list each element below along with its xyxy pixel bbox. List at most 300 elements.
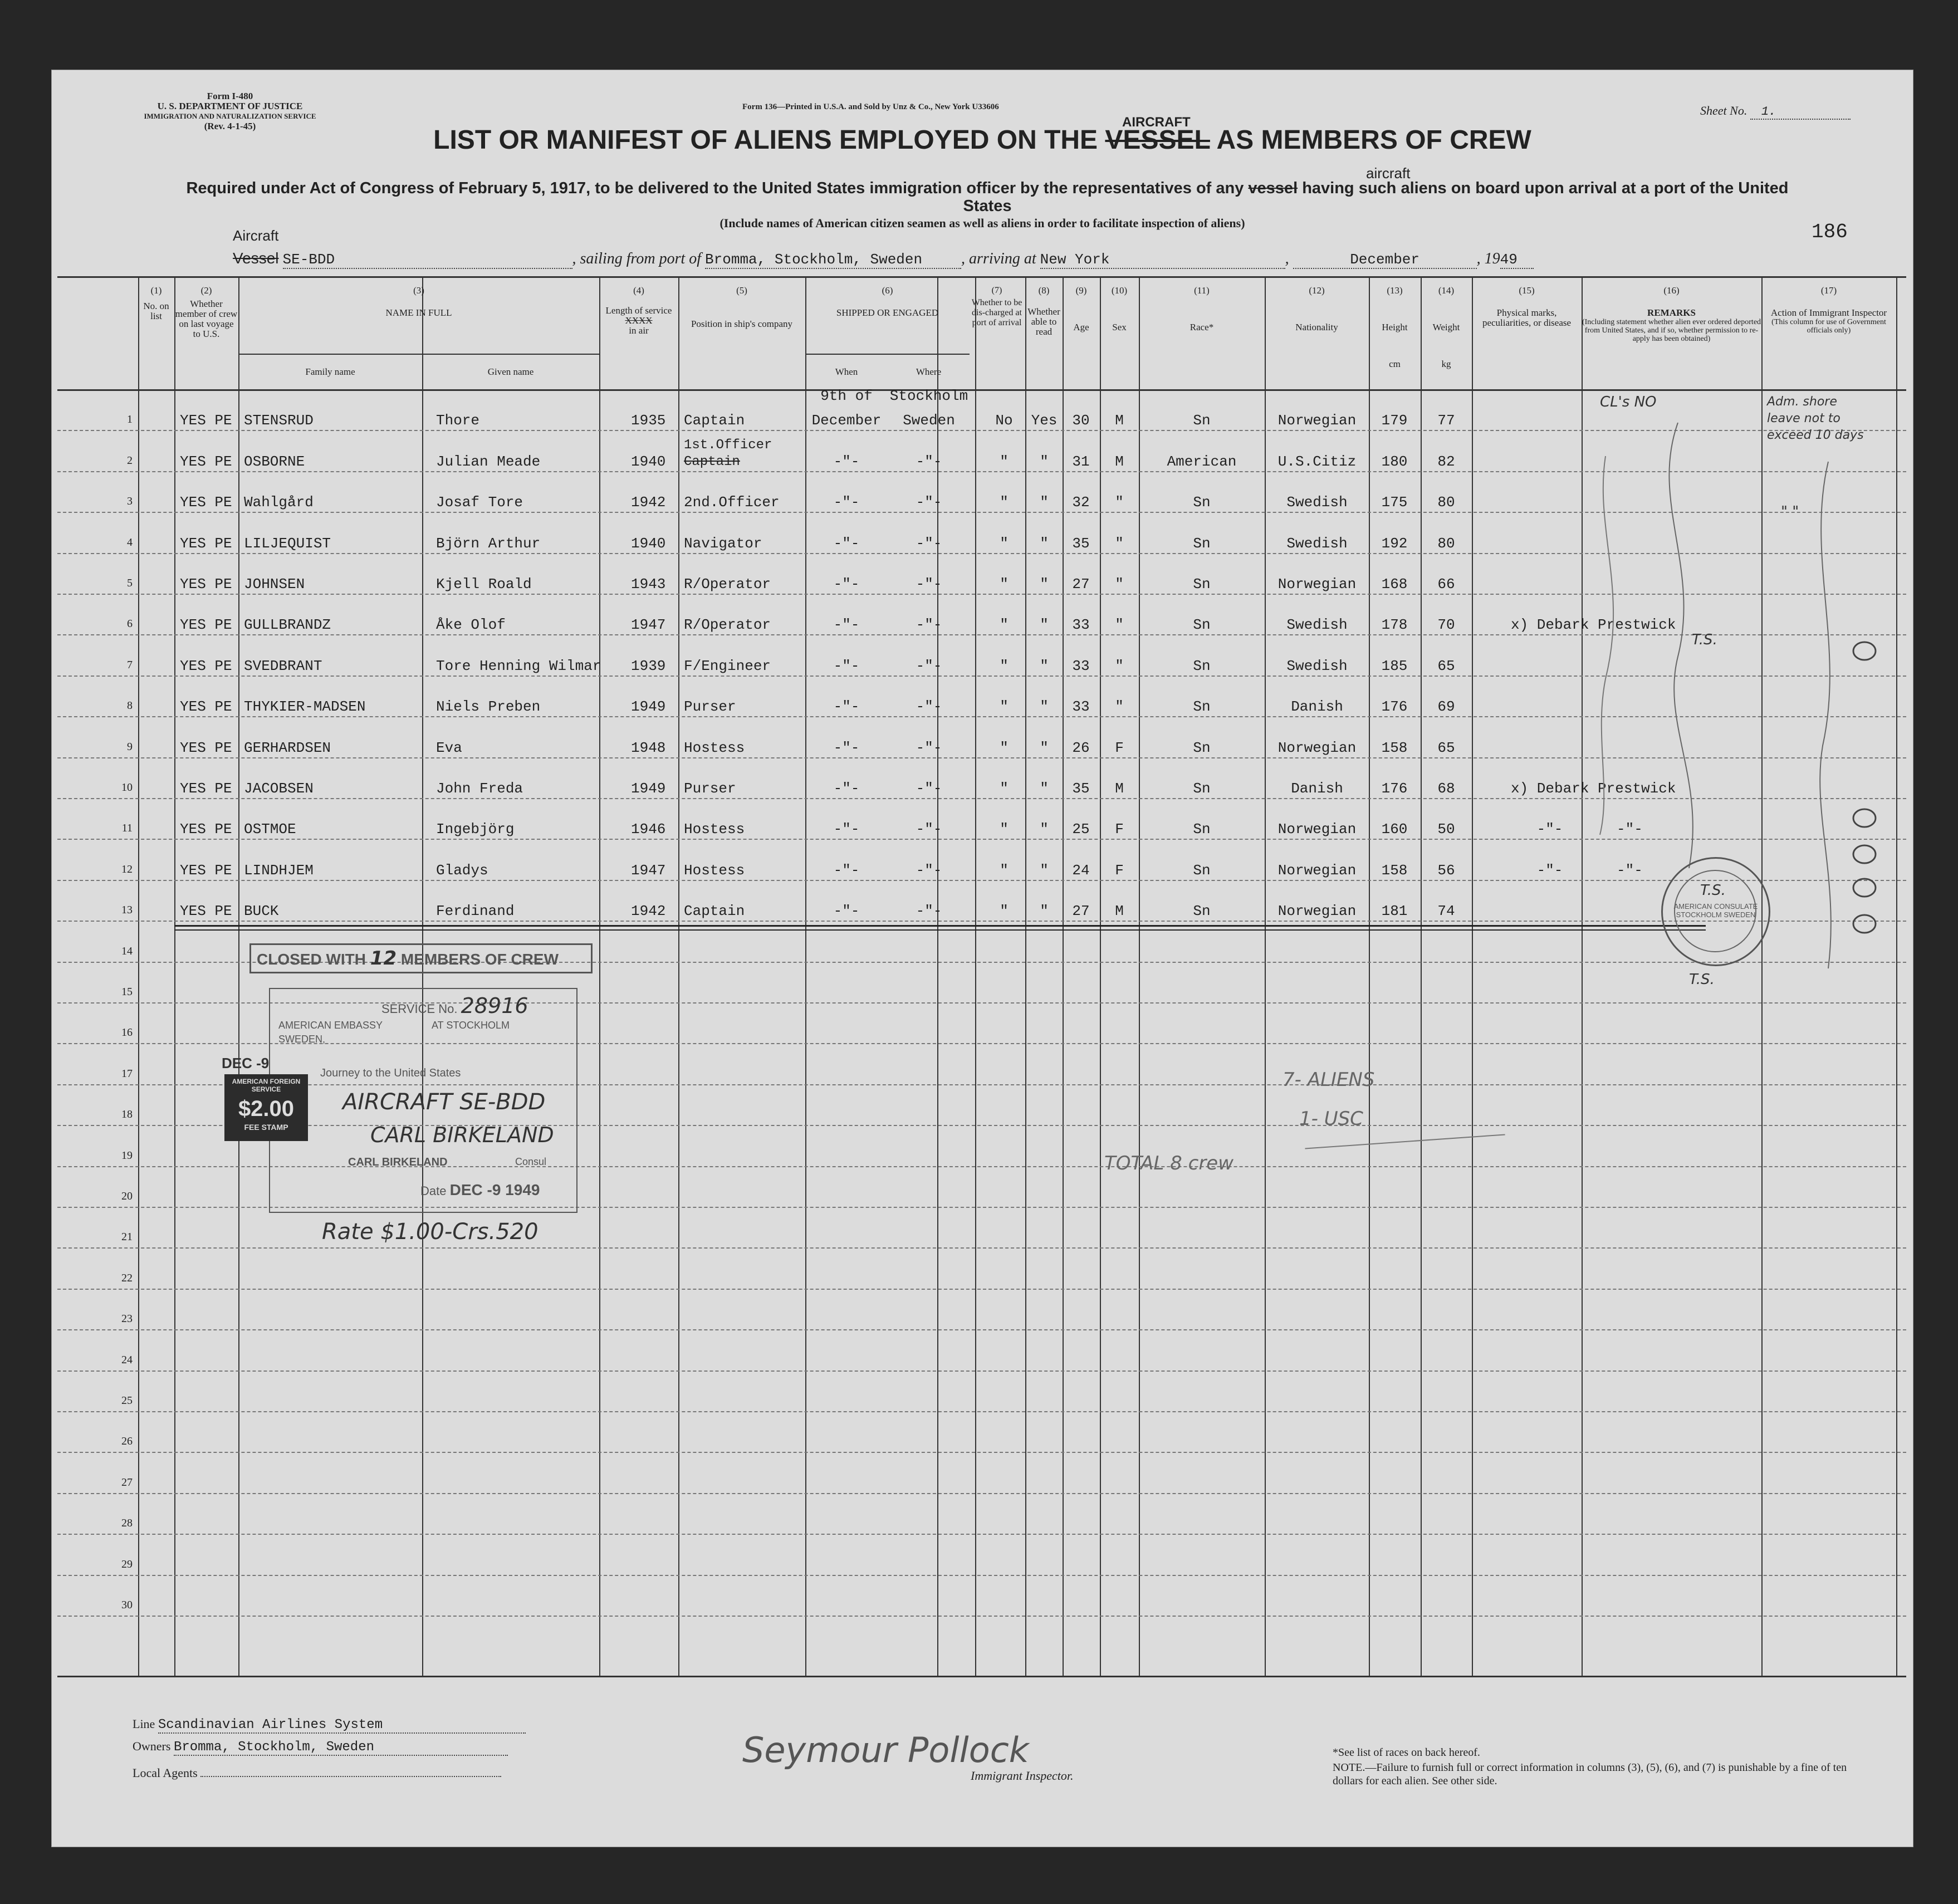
row-number: 3 — [127, 495, 133, 508]
handwritten-tally: 7- ALIENS — [1283, 1069, 1375, 1091]
cell-nationality: Swedish — [1286, 535, 1348, 552]
cell-read: " — [1040, 780, 1049, 797]
cell-height: 181 — [1381, 903, 1408, 920]
cell-where: -"- — [916, 616, 942, 634]
row-number: 20 — [121, 1190, 133, 1202]
cell-sex: F — [1115, 862, 1124, 879]
cell-discharged: " — [1000, 576, 1009, 593]
handwritten-tally: 1- USC — [1299, 1108, 1363, 1130]
cell-age: 26 — [1072, 739, 1090, 756]
cell-service: 1942 — [631, 903, 666, 920]
cell-given: John Freda — [436, 780, 523, 797]
cell-weight: 56 — [1437, 862, 1455, 879]
row-number: 23 — [121, 1313, 133, 1325]
row-number: 18 — [121, 1108, 133, 1121]
cell-discharged: No — [995, 412, 1013, 429]
cell-crew: YES PE — [180, 453, 232, 470]
row-rule — [57, 1329, 1906, 1330]
cell-weight: 80 — [1437, 535, 1455, 552]
subtitle-overwrite: aircraft — [1366, 165, 1411, 182]
consul-signature: CARL BIRKELAND — [370, 1123, 554, 1147]
cell-given: Björn Arthur — [436, 535, 541, 552]
cell-crew: YES PE — [180, 821, 232, 838]
cell-when: -"- — [833, 535, 860, 552]
col-sex-header: (10) Sex — [1111, 285, 1128, 332]
sheet-stamp-number: 186 — [1812, 221, 1848, 243]
col-position-header: (5) Position in ship's company — [691, 285, 793, 329]
cell-where: -"- — [916, 535, 942, 552]
cell-weight: 66 — [1437, 576, 1455, 593]
cell-height: 176 — [1381, 780, 1408, 797]
cell-family: BUCK — [244, 903, 279, 920]
cell-where-top: Stockholm — [889, 388, 968, 405]
cell-read: " — [1040, 862, 1049, 879]
cell-age: 24 — [1072, 862, 1090, 879]
cell-age: 30 — [1072, 412, 1090, 429]
cell-race: Sn — [1193, 657, 1211, 674]
cell-weight: 68 — [1437, 780, 1455, 797]
row-rule — [57, 1411, 1906, 1412]
cell-height: 168 — [1381, 576, 1408, 593]
cell-given: Josaf Tore — [436, 494, 523, 511]
sheet-number: Sheet No. 1. — [1700, 104, 1851, 120]
fee-rate: Rate $1.00-Crs.520 — [322, 1219, 539, 1245]
cell-crew: YES PE — [180, 698, 232, 716]
consular-service-stamp: SERVICE No. 28916 AMERICAN EMBASSY AT STOCKHOLM SWEDEN, Journey to the United States AIRCRAFT SE-BDD CARL BIRKELAND CARL BIRKELAND Consul Date DEC -9 1949 — [269, 988, 577, 1213]
row-number: 29 — [121, 1558, 133, 1570]
cell-read: " — [1040, 453, 1049, 470]
cell-read: " — [1040, 903, 1049, 920]
cell-where: -"- — [916, 739, 942, 756]
cell-race: American — [1167, 453, 1237, 470]
handwritten-ditto: " " — [1781, 503, 1799, 520]
consulate-seal: AMERICAN CONSULATE STOCKHOLM SWEDEN — [1661, 857, 1770, 966]
tally-underline — [1305, 1134, 1505, 1149]
cell-service: 1943 — [631, 576, 666, 593]
cell-age: 31 — [1072, 453, 1090, 470]
cell-when: -"- — [833, 739, 860, 756]
cell-where: Sweden — [903, 412, 955, 429]
row-number: 12 — [121, 863, 133, 875]
cell-sex: F — [1115, 739, 1124, 756]
handwritten-ts: T.S. — [1700, 882, 1726, 899]
cell-discharged: " — [1000, 616, 1009, 634]
col-name-header: (3) NAME IN FULL — [385, 285, 452, 318]
col-no-header: (1) No. on list — [143, 285, 169, 321]
check-mark — [1853, 879, 1876, 897]
cell-family: OSTMOE — [244, 821, 296, 838]
cell-given: Julian Meade — [436, 453, 541, 470]
aircraft-handwritten: AIRCRAFT SE-BDD — [342, 1089, 546, 1115]
cell-service: 1947 — [631, 616, 666, 634]
cell-weight: 70 — [1437, 616, 1455, 634]
cell-discharged: " — [1000, 698, 1009, 716]
cell-family: THYKIER-MADSEN — [244, 698, 366, 716]
cell-family: STENSRUD — [244, 412, 314, 429]
row-number: 6 — [127, 618, 133, 630]
aircraft-label: Aircraft — [233, 227, 279, 244]
row-number: 15 — [121, 986, 133, 998]
cell-race: Sn — [1193, 780, 1211, 797]
cell-service: 1939 — [631, 657, 666, 674]
cell-given: Ferdinand — [436, 903, 515, 920]
cell-given: Tore Henning Wilmar — [436, 657, 601, 674]
crew-table — [57, 276, 1906, 1677]
row-number: 8 — [127, 699, 133, 712]
handwritten-inspector-note: exceed 10 days — [1767, 428, 1864, 442]
cell-read: " — [1040, 739, 1049, 756]
row-rule — [57, 1247, 1906, 1249]
cell-age: 33 — [1072, 616, 1090, 634]
cell-crew: YES PE — [180, 780, 232, 797]
agents-field: Local Agents — [133, 1766, 501, 1780]
pencil-line — [1820, 462, 1831, 968]
cell-age: 35 — [1072, 780, 1090, 797]
cell-when: -"- — [833, 657, 860, 674]
cell-given: Eva — [436, 739, 462, 756]
cell-crew: YES PE — [180, 862, 232, 879]
closed-stamp: CLOSED WITH 12 MEMBERS OF CREW — [249, 943, 593, 973]
cell-height: 178 — [1381, 616, 1408, 634]
cell-position: Navigator — [684, 535, 762, 552]
cell-read: " — [1040, 535, 1049, 552]
col-physical-header: (15) Physical marks, peculiarities, or disease — [1482, 285, 1572, 328]
row-number: 26 — [121, 1435, 133, 1448]
cell-read: Yes — [1031, 412, 1058, 429]
cell-weight: 74 — [1437, 903, 1455, 920]
include-note: (Include names of American citizen seamen as well as aliens in order to facilitate inspection of aliens) — [719, 216, 1245, 230]
cell-nationality: Norwegian — [1277, 903, 1357, 920]
cell-position: R/Operator — [684, 576, 771, 593]
cell-age: 32 — [1072, 494, 1090, 511]
cell-service: 1949 — [631, 780, 666, 797]
cell-family: JACOBSEN — [244, 780, 314, 797]
row-rule — [57, 1493, 1906, 1494]
cell-family: GULLBRANDZ — [244, 616, 331, 634]
cell-discharged: " — [1000, 657, 1009, 674]
cell-race: Sn — [1193, 862, 1211, 879]
row-number: 4 — [127, 536, 133, 549]
cell-discharged: " — [1000, 535, 1009, 552]
cell-sex: " — [1115, 657, 1124, 674]
struck-row-line — [174, 925, 1706, 927]
page-subtitle: Required under Act of Congress of February 5, 1917, to be delivered to the United States immigration officer by the representatives of any vessel having such aliens on board upon arrival at a port of the United States — [186, 179, 1789, 215]
cell-weight: 80 — [1437, 494, 1455, 511]
col-inspector-header: (17) Action of Immigrant Inspector (This column for use of Government officials only) — [1770, 285, 1887, 335]
cell-service: 1940 — [631, 453, 666, 470]
cell-weight: 82 — [1437, 453, 1455, 470]
col-given-header: Given name — [487, 366, 534, 377]
cell-family: JOHNSEN — [244, 576, 305, 593]
cell-race: Sn — [1193, 535, 1211, 552]
check-mark — [1853, 809, 1876, 827]
cell-weight: 69 — [1437, 698, 1455, 716]
cell-crew: YES PE — [180, 739, 232, 756]
handwritten-ts: T.S. — [1692, 632, 1717, 648]
cell-age: 25 — [1072, 821, 1090, 838]
cell-race: Sn — [1193, 576, 1211, 593]
cell-sex: " — [1115, 535, 1124, 552]
cell-family: OSBORNE — [244, 453, 305, 470]
cell-sex: " — [1115, 698, 1124, 716]
races-note: *See list of races on back hereof. — [1333, 1746, 1480, 1759]
cell-position: Captain — [684, 903, 745, 920]
cell-when-top: 9th of — [820, 388, 873, 405]
cell-when: -"- — [833, 576, 860, 593]
row-rule — [57, 1371, 1906, 1372]
row-number: 13 — [121, 904, 133, 917]
cell-nationality: Norwegian — [1277, 739, 1357, 756]
cell-when: -"- — [833, 494, 860, 511]
col-where-header: Where — [916, 366, 942, 377]
cell-sex: M — [1115, 453, 1124, 470]
row-number: 19 — [121, 1149, 133, 1162]
cell-remarks: -"- — [1617, 862, 1643, 879]
row-rule — [57, 1452, 1906, 1453]
col-service-header: (4) Length of service XXXX in air — [605, 285, 672, 336]
cell-discharged: " — [1000, 821, 1009, 838]
cell-height: 175 — [1381, 494, 1408, 511]
cell-sex: " — [1115, 616, 1124, 634]
cell-when: -"- — [833, 862, 860, 879]
cell-sex: M — [1115, 412, 1124, 429]
cell-height: 158 — [1381, 862, 1408, 879]
cell-height: 160 — [1381, 821, 1408, 838]
cell-sex: F — [1115, 821, 1124, 838]
cell-age: 35 — [1072, 535, 1090, 552]
cell-sex: M — [1115, 903, 1124, 920]
row-number: 22 — [121, 1271, 133, 1284]
cell-nationality: Norwegian — [1277, 576, 1357, 593]
cell-service: 1940 — [631, 535, 666, 552]
cell-family: LINDHJEM — [244, 862, 314, 879]
cell-where: -"- — [916, 698, 942, 716]
cell-read: " — [1040, 821, 1049, 838]
cell-position: R/Operator — [684, 616, 771, 634]
cell-nationality: U.S.Citiz — [1277, 453, 1357, 470]
cell-given: Gladys — [436, 862, 488, 879]
cell-when: -"- — [833, 903, 860, 920]
cell-when: -"- — [833, 453, 860, 470]
cell-service: 1949 — [631, 698, 666, 716]
col-when-header: When — [835, 366, 858, 377]
cell-when: -"- — [833, 780, 860, 797]
cell-weight: 65 — [1437, 739, 1455, 756]
cell-sex: M — [1115, 780, 1124, 797]
line-field: Line Scandinavian Airlines System — [133, 1717, 526, 1734]
cell-family: GERHARDSEN — [244, 739, 331, 756]
cell-weight: 77 — [1437, 412, 1455, 429]
cell-when: -"- — [833, 821, 860, 838]
cell-family: SVEDBRANT — [244, 657, 322, 674]
cell-discharged: " — [1000, 862, 1009, 879]
cell-discharged: " — [1000, 494, 1009, 511]
cell-race: Sn — [1193, 821, 1211, 838]
row-number: 10 — [121, 781, 133, 794]
cell-height: 185 — [1381, 657, 1408, 674]
col-discharged-header: (7) Whether to be dis-charged at port of arrival — [971, 286, 1022, 327]
cell-height: 192 — [1381, 535, 1408, 552]
row-number: 11 — [121, 822, 133, 835]
row-number: 1 — [127, 413, 133, 426]
row-number: 25 — [121, 1394, 133, 1407]
row-rule — [57, 1575, 1906, 1576]
row-number: 14 — [121, 944, 133, 957]
cell-given: Åke Olof — [436, 616, 506, 634]
row-number: 16 — [121, 1026, 133, 1039]
col-nationality-header: (12) Nationality — [1295, 285, 1338, 332]
cell-crew: YES PE — [180, 412, 232, 429]
col-remarks-header: (16) REMARKS (Including statement whether alien ever ordered deported from United States, and if so, whether permission to re-apply has been obtained) — [1582, 285, 1761, 343]
handwritten-tally: TOTAL 8 crew — [1104, 1152, 1234, 1174]
cell-weight: 65 — [1437, 657, 1455, 674]
col-shipped-header: (6) SHIPPED OR ENGAGED — [836, 285, 939, 318]
cell-family: Wahlgård — [244, 494, 314, 511]
cell-age: 27 — [1072, 576, 1090, 593]
form-identifier: Form I-480 U. S. DEPARTMENT OF JUSTICE IMMIGRATION AND NATURALIZATION SERVICE (Rev. 4-1-45) — [144, 91, 316, 131]
cell-when: December — [811, 412, 882, 429]
cell-crew: YES PE — [180, 657, 232, 674]
cell-read: " — [1040, 576, 1049, 593]
cell-service: 1942 — [631, 494, 666, 511]
col-height-header: (13) Height cm — [1382, 285, 1408, 369]
cell-crew: YES PE — [180, 494, 232, 511]
cell-height: 179 — [1381, 412, 1408, 429]
row-number: 9 — [127, 740, 133, 753]
cell-crew: YES PE — [180, 616, 232, 634]
cell-service: 1948 — [631, 739, 666, 756]
check-mark — [1853, 915, 1876, 933]
cell-position: Hostess — [684, 821, 745, 838]
cell-height: 158 — [1381, 739, 1408, 756]
cell-where: -"- — [916, 780, 942, 797]
cell-when: -"- — [833, 616, 860, 634]
cell-discharged: " — [1000, 780, 1009, 797]
cell-physical: -"- — [1536, 862, 1563, 879]
cell-nationality: Norwegian — [1277, 412, 1357, 429]
cell-age: 33 — [1072, 698, 1090, 716]
cell-physical: -"- — [1536, 821, 1563, 838]
cell-position-top: 1st.Officer — [684, 437, 772, 453]
cell-nationality: Danish — [1291, 698, 1343, 716]
cell-discharged: " — [1000, 739, 1009, 756]
cell-position: Purser — [684, 780, 736, 797]
cell-discharged: " — [1000, 453, 1009, 470]
cell-height: 176 — [1381, 698, 1408, 716]
cell-remarks: x) Debark Prestwick — [1511, 780, 1676, 797]
cell-given: Niels Preben — [436, 698, 541, 716]
cell-service: 1947 — [631, 862, 666, 879]
page-title: LIST OR MANIFEST OF ALIENS EMPLOYED ON THE VESSEL AS MEMBERS OF CREW — [433, 125, 1531, 155]
cell-position: 2nd.Officer — [684, 494, 780, 511]
cell-race: Sn — [1193, 903, 1211, 920]
cell-nationality: Norwegian — [1277, 821, 1357, 838]
row-number: 5 — [127, 577, 133, 589]
cell-nationality: Swedish — [1286, 616, 1348, 634]
cell-sex: " — [1115, 576, 1124, 593]
cell-service: 1935 — [631, 412, 666, 429]
row-number: 24 — [121, 1353, 133, 1366]
cell-race: Sn — [1193, 698, 1211, 716]
cell-position: Purser — [684, 698, 736, 716]
row-number: 7 — [127, 658, 133, 671]
cell-nationality: Norwegian — [1277, 862, 1357, 879]
cell-discharged: " — [1000, 903, 1009, 920]
col-race-header: (11) Race* — [1190, 285, 1214, 332]
cell-read: " — [1040, 657, 1049, 674]
cell-family: LILJEQUIST — [244, 535, 331, 552]
fee-stamp: AMERICAN FOREIGN SERVICE $2.00 FEE STAMP — [224, 1074, 308, 1141]
cell-where: -"- — [916, 494, 942, 511]
cell-service: 1946 — [631, 821, 666, 838]
struck-row-line — [174, 929, 1706, 931]
col-age-header: (9) Age — [1073, 285, 1089, 332]
voyage-line: Vessel SE-BDD , sailing from port of Bromma, Stockholm, Sweden , arriving at New York , December , 1949 — [233, 249, 1534, 269]
cell-crew: YES PE — [180, 903, 232, 920]
cell-position: Hostess — [684, 862, 745, 879]
cell-race: Sn — [1193, 616, 1211, 634]
cell-given: Thore — [436, 412, 480, 429]
cell-height: 180 — [1381, 453, 1408, 470]
cell-nationality: Swedish — [1286, 657, 1348, 674]
cell-where: -"- — [916, 657, 942, 674]
handwritten-ts: T.S. — [1689, 971, 1715, 988]
fine-note: NOTE.—Failure to furnish full or correct information in columns (3), (5), (6), and (7) is punishable by a fine of ten dollars for each alien. See other side. — [1333, 1761, 1847, 1787]
cell-where: -"- — [916, 862, 942, 879]
cell-nationality: Danish — [1291, 780, 1343, 797]
col-weight-header: (14) Weight kg — [1432, 285, 1460, 369]
pencil-line — [1669, 423, 1692, 868]
cell-where: -"- — [916, 821, 942, 838]
row-number: 28 — [121, 1517, 133, 1530]
row-number: 27 — [121, 1476, 133, 1489]
cell-nationality: Swedish — [1286, 494, 1348, 511]
row-number: 21 — [121, 1231, 133, 1244]
handwritten-remark: CL's NO — [1600, 394, 1657, 410]
cell-where: -"- — [916, 903, 942, 920]
check-mark — [1853, 642, 1876, 660]
inspector-signature: Seymour Pollock — [742, 1730, 1029, 1770]
col-family-header: Family name — [305, 366, 355, 377]
row-number: 30 — [121, 1599, 133, 1611]
printer-note: Form 136—Printed in U.S.A. and Sold by Unz & Co., New York U33606 — [742, 102, 999, 111]
cell-remarks: -"- — [1617, 821, 1643, 838]
cell-age: 27 — [1072, 903, 1090, 920]
manifest-document — [51, 70, 1913, 1847]
cell-crew: YES PE — [180, 576, 232, 593]
cell-crew: YES PE — [180, 535, 232, 552]
cell-read: " — [1040, 616, 1049, 634]
fee-stamp-date: DEC -9 — [222, 1055, 270, 1071]
cell-race: Sn — [1193, 739, 1211, 756]
cell-read: " — [1040, 494, 1049, 511]
col-crew-header: (2) Whether member of crew on last voyage to U.S. — [175, 285, 238, 339]
row-number: 2 — [127, 454, 133, 467]
inspector-label: Immigrant Inspector. — [971, 1769, 1074, 1783]
title-overwrite: AIRCRAFT — [1122, 115, 1191, 130]
handwritten-inspector-note: leave not to — [1767, 412, 1840, 425]
cell-read: " — [1040, 698, 1049, 716]
cell-sex: " — [1115, 494, 1124, 511]
cell-position-struck: Captain — [684, 454, 740, 469]
row-rule — [57, 1289, 1906, 1290]
check-mark — [1853, 845, 1876, 863]
cell-given: Ingebjörg — [436, 821, 515, 838]
cell-race: Sn — [1193, 494, 1211, 511]
cell-remarks: x) Debark Prestwick — [1511, 616, 1676, 634]
owners-field: Owners Bromma, Stockholm, Sweden — [133, 1739, 508, 1756]
row-number: 17 — [121, 1067, 133, 1080]
